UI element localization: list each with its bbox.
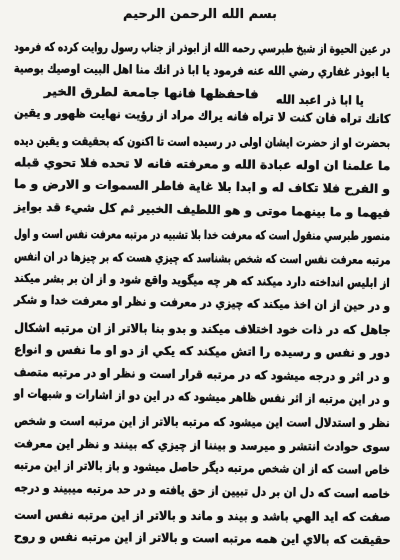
line-text: از ابليس انداخته دارد ميكند كه هر چه ميگويد واقع شود و از ان بر بشر ميكند <box>14 270 391 290</box>
line-text: كانك تراه فان كنت لا تراه فانه يراك مراد از رؤيت نهايت ظهور و يقين <box>13 105 391 127</box>
line-text: جاهل كه در ذات خود اختلاف ميكند و بدو بنا بالاتر از ان مرتبه اشكال <box>13 320 391 337</box>
text-line <box>10 504 390 528</box>
line-text: فيهما و ما بينهما موتى و هو اللطيف الخبير ثم كل شيء قد بوايز <box>13 199 391 220</box>
line-text: سوى حوادث انتشر و ميرسد و بيننا از چيزي كه بينند و نظر اين معرفت <box>14 436 391 454</box>
text-line <box>10 129 390 153</box>
line-text: و در اين مرتبه از اثر نفس ظاهر ميشود كه در اين دو از اشارات و شبهات او <box>14 386 391 407</box>
text-line <box>10 316 390 340</box>
line-text: يا ابوذر غفاري رضي الله عنه فرمود يا ابا ذر انك منا اهل البيت اوصيك بوصية <box>14 61 391 80</box>
line-text: حقيقت كه بالاي اين همه مرتبه است و بالاتر از اين مرتبه نفس و روح <box>13 529 391 548</box>
line-text: فاحفظها فانها جامعة لطرق الخير <box>43 84 259 101</box>
line-text: و الفرح فلا تكاف له و ابدا بلا غاية فاطر السموات و الارض و ما <box>14 177 391 197</box>
text-line <box>10 223 390 247</box>
line-text: منصور طبرسي منقول است كه معرفت خدا بلا تشبيه در مرتبه معرفت نفس است و اول <box>14 226 391 244</box>
line-text: و در اثر و درجه ميشود كه در مرتبه قرار است و نظر او در مرتبه متصف <box>13 364 391 384</box>
line-text: نظر و استدلال است اين ميشود كه مرتبه بالاتر از اين مرتبه است و شخص <box>14 414 391 431</box>
line-text: و در حين از ان اخذ ميكند كه چيزي در معرفت و نظر او معرفت خدا و شكر <box>14 292 391 314</box>
line-text: خاصه است كه دل ان بر دل تبيين از حق يافته و در حد مرتبه ميبيند و درجه <box>14 479 391 501</box>
line-text: يا ابا ذر اعبد الله <box>275 92 365 108</box>
text-line <box>10 36 390 60</box>
text-line <box>10 410 390 434</box>
line-text: بحضرت او از حضرت ايشان اولى در رسيده است تا اكنون كه بحقيقت و يقين ديده <box>14 133 391 150</box>
line-text: صفت كه ايد الهي باشد و بيند و ماند و بالاتر از اين مرتبه نفس است <box>13 507 391 524</box>
line-text: در عين الحيوة از شيخ طبرسي رحمه الله از ابوذر از جناب رسول روايت كرده كه فرمود <box>13 39 391 56</box>
line-text: ما علمنا ان اوله عبادة الله و معرفته فانه لا تحده فلا تحوي قبله <box>13 155 391 173</box>
line-text: مرتبه معرفت نفس است كه شخص بشناسد كه چيزي هست كه بر چيزها در ان انفس <box>13 248 391 267</box>
basmala-heading: بسم الله الرحمن الرحيم <box>123 7 277 22</box>
line-text: خاص است كه از ان شخص مرتبه ديگر حاصل ميشود و باز بالاتر از اين مرتبه <box>14 458 391 478</box>
text-line <box>10 58 390 84</box>
text-line <box>10 338 390 364</box>
line-text: دور و نفس و رسيده را اتش ميكند كه يكي از دو او ما نفس و انواع <box>14 342 391 361</box>
text-line <box>10 526 390 552</box>
text-line <box>10 195 390 224</box>
line-segment-left <box>38 80 258 105</box>
